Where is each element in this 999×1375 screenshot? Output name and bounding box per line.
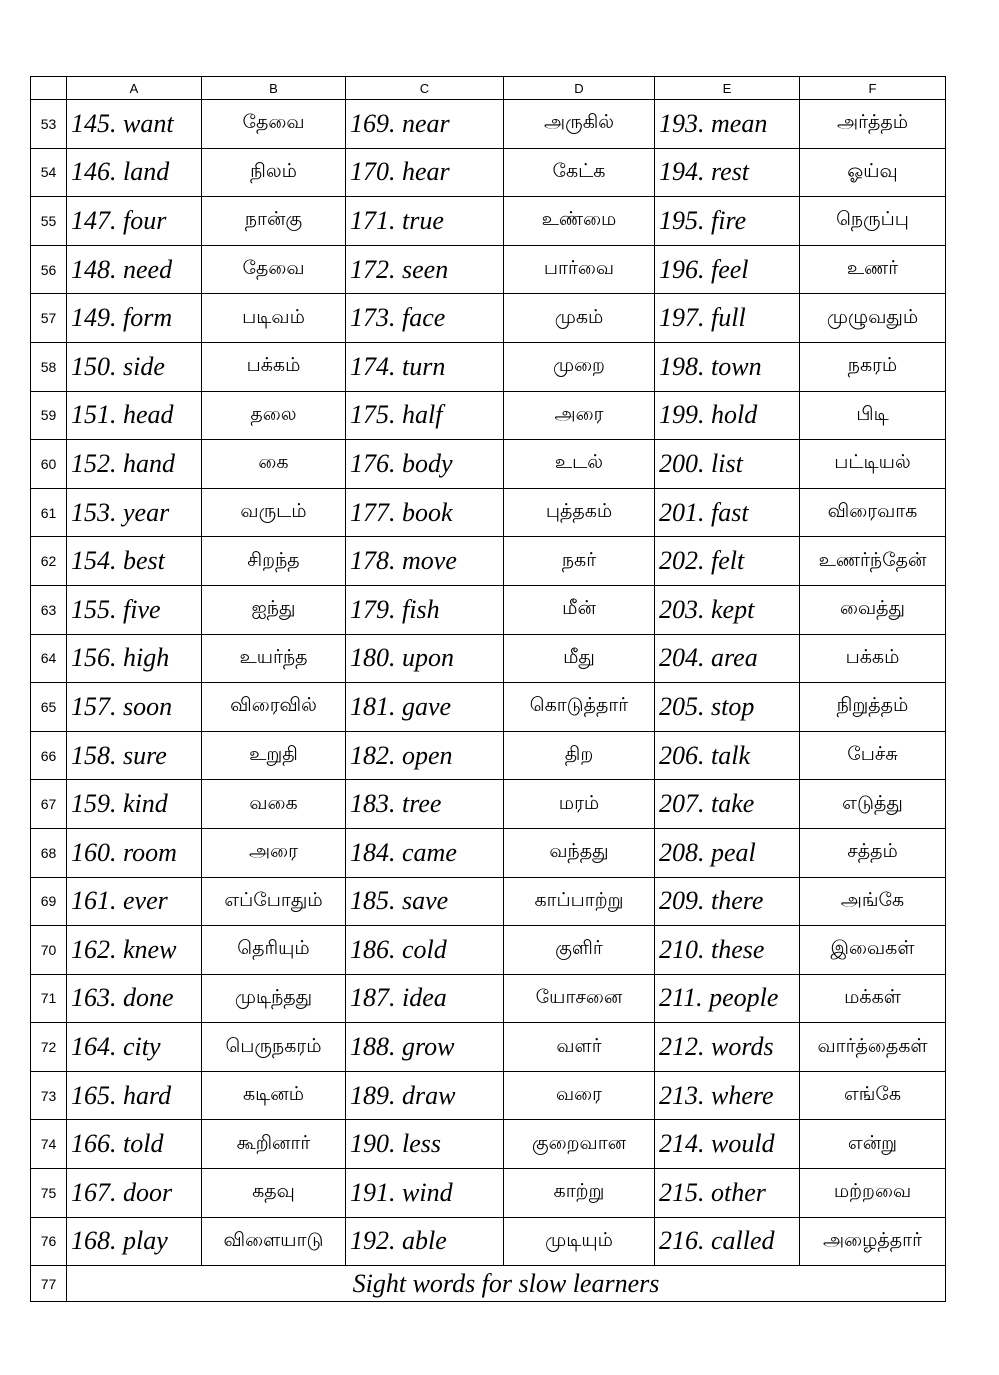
- select-all-corner[interactable]: [31, 77, 67, 100]
- english-word-cell[interactable]: 199. hold: [655, 391, 800, 440]
- footer-row: [31, 1266, 946, 1302]
- english-word-cell[interactable]: 153. year: [67, 488, 202, 537]
- row-number[interactable]: 54: [31, 148, 67, 197]
- table-row: [31, 197, 946, 246]
- table-row: [31, 342, 946, 391]
- english-word-cell[interactable]: 210. these: [655, 926, 800, 975]
- english-word-cell[interactable]: 193. mean: [655, 100, 800, 149]
- column-header-c[interactable]: C: [346, 77, 504, 100]
- english-word-cell[interactable]: 213. where: [655, 1071, 800, 1120]
- row-number[interactable]: 74: [31, 1120, 67, 1169]
- english-word-cell[interactable]: 197. full: [655, 294, 800, 343]
- tamil-word-cell[interactable]: காற்று: [504, 1169, 655, 1218]
- english-word-cell[interactable]: 158. sure: [67, 731, 202, 780]
- english-word-cell[interactable]: 180. upon: [346, 634, 504, 683]
- english-word-cell[interactable]: 207. take: [655, 780, 800, 829]
- english-word-cell[interactable]: 203. kept: [655, 585, 800, 634]
- english-word-cell[interactable]: 188. grow: [346, 1023, 504, 1072]
- tamil-word-cell[interactable]: வரை: [504, 1071, 655, 1120]
- english-word-cell[interactable]: 190. less: [346, 1120, 504, 1169]
- english-word-cell[interactable]: 211. people: [655, 974, 800, 1023]
- table-row: [31, 1169, 946, 1218]
- table-row: [31, 148, 946, 197]
- english-word-cell[interactable]: 154. best: [67, 537, 202, 586]
- column-header-e[interactable]: E: [655, 77, 800, 100]
- english-word-cell[interactable]: 159. kind: [67, 780, 202, 829]
- english-word-cell[interactable]: 212. words: [655, 1023, 800, 1072]
- tamil-word-cell[interactable]: கூறினார்: [202, 1120, 346, 1169]
- english-word-cell[interactable]: 189. draw: [346, 1071, 504, 1120]
- tamil-word-cell[interactable]: வந்தது: [504, 828, 655, 877]
- column-header-b[interactable]: B: [202, 77, 346, 100]
- english-word-cell[interactable]: 165. hard: [67, 1071, 202, 1120]
- english-word-cell[interactable]: 167. door: [67, 1169, 202, 1218]
- english-word-cell[interactable]: 162. knew: [67, 926, 202, 975]
- column-header-a[interactable]: A: [67, 77, 202, 100]
- row-number[interactable]: 72: [31, 1023, 67, 1072]
- row-number[interactable]: 57: [31, 294, 67, 343]
- row-number[interactable]: 60: [31, 440, 67, 489]
- table-row: [31, 1071, 946, 1120]
- english-word-cell[interactable]: 149. form: [67, 294, 202, 343]
- row-number[interactable]: 58: [31, 342, 67, 391]
- tamil-word-cell[interactable]: படிவம்: [202, 294, 346, 343]
- english-word-cell[interactable]: 161. ever: [67, 877, 202, 926]
- english-word-cell[interactable]: 191. wind: [346, 1169, 504, 1218]
- tamil-word-cell[interactable]: அரை: [202, 828, 346, 877]
- english-word-cell[interactable]: 195. fire: [655, 197, 800, 246]
- english-word-cell[interactable]: 175. half: [346, 391, 504, 440]
- tamil-word-cell[interactable]: முகம்: [504, 294, 655, 343]
- english-word-cell[interactable]: 157. soon: [67, 683, 202, 732]
- row-number[interactable]: 61: [31, 488, 67, 537]
- tamil-word-cell[interactable]: காப்பாற்று: [504, 877, 655, 926]
- tamil-word-cell[interactable]: வைத்து: [800, 585, 946, 634]
- english-word-cell[interactable]: 181. gave: [346, 683, 504, 732]
- tamil-word-cell[interactable]: ஓய்வு: [800, 148, 946, 197]
- english-word-cell[interactable]: 168. play: [67, 1217, 202, 1266]
- tamil-word-cell[interactable]: வார்த்தைகள்: [800, 1023, 946, 1072]
- sheet-body: [31, 100, 946, 1302]
- tamil-word-cell[interactable]: நெருப்பு: [800, 197, 946, 246]
- tamil-word-cell[interactable]: முறை: [504, 342, 655, 391]
- row-number[interactable]: 53: [31, 100, 67, 149]
- english-word-cell[interactable]: 160. room: [67, 828, 202, 877]
- tamil-word-cell[interactable]: முழுவதும்: [800, 294, 946, 343]
- english-word-cell[interactable]: 179. fish: [346, 585, 504, 634]
- row-number[interactable]: 77: [31, 1266, 67, 1302]
- table-row: [31, 780, 946, 829]
- tamil-word-cell[interactable]: கை: [202, 440, 346, 489]
- tamil-word-cell[interactable]: பக்கம்: [800, 634, 946, 683]
- row-number[interactable]: 70: [31, 926, 67, 975]
- english-word-cell[interactable]: 152. hand: [67, 440, 202, 489]
- tamil-word-cell[interactable]: யோசனை: [504, 974, 655, 1023]
- english-word-cell[interactable]: 177. book: [346, 488, 504, 537]
- tamil-word-cell[interactable]: நான்கு: [202, 197, 346, 246]
- tamil-word-cell[interactable]: விரைவில்: [202, 683, 346, 732]
- english-word-cell[interactable]: 147. four: [67, 197, 202, 246]
- english-word-cell[interactable]: 184. came: [346, 828, 504, 877]
- table-row: [31, 683, 946, 732]
- table-row: [31, 1217, 946, 1266]
- tamil-word-cell[interactable]: வளர்: [504, 1023, 655, 1072]
- tamil-word-cell[interactable]: ஐந்து: [202, 585, 346, 634]
- english-word-cell[interactable]: 176. body: [346, 440, 504, 489]
- english-word-cell[interactable]: 186. cold: [346, 926, 504, 975]
- row-number[interactable]: 71: [31, 974, 67, 1023]
- tamil-word-cell[interactable]: தலை: [202, 391, 346, 440]
- row-number[interactable]: 64: [31, 634, 67, 683]
- tamil-word-cell[interactable]: மீன்: [504, 585, 655, 634]
- table-row: [31, 391, 946, 440]
- row-number[interactable]: 56: [31, 245, 67, 294]
- english-word-cell[interactable]: 170. hear: [346, 148, 504, 197]
- tamil-word-cell[interactable]: எடுத்து: [800, 780, 946, 829]
- tamil-word-cell[interactable]: என்று: [800, 1120, 946, 1169]
- english-word-cell[interactable]: 209. there: [655, 877, 800, 926]
- tamil-word-cell[interactable]: நிலம்: [202, 148, 346, 197]
- footer-caption[interactable]: Sight words for slow learners: [67, 1266, 946, 1302]
- english-word-cell[interactable]: 187. idea: [346, 974, 504, 1023]
- english-word-cell[interactable]: 215. other: [655, 1169, 800, 1218]
- tamil-word-cell[interactable]: குளிர்: [504, 926, 655, 975]
- tamil-word-cell[interactable]: தேவை: [202, 100, 346, 149]
- english-word-cell[interactable]: 163. done: [67, 974, 202, 1023]
- tamil-word-cell[interactable]: எப்போதும்: [202, 877, 346, 926]
- english-word-cell[interactable]: 206. talk: [655, 731, 800, 780]
- english-word-cell[interactable]: 185. save: [346, 877, 504, 926]
- tamil-word-cell[interactable]: சத்தம்: [800, 828, 946, 877]
- table-row: [31, 100, 946, 149]
- tamil-word-cell[interactable]: பிடி: [800, 391, 946, 440]
- english-word-cell[interactable]: 155. five: [67, 585, 202, 634]
- tamil-word-cell[interactable]: கடினம்: [202, 1071, 346, 1120]
- tamil-word-cell[interactable]: பெருநகரம்: [202, 1023, 346, 1072]
- row-number[interactable]: 66: [31, 731, 67, 780]
- english-word-cell[interactable]: 178. move: [346, 537, 504, 586]
- tamil-word-cell[interactable]: நகர்: [504, 537, 655, 586]
- tamil-word-cell[interactable]: அழைத்தார்: [800, 1217, 946, 1266]
- tamil-word-cell[interactable]: மற்றவை: [800, 1169, 946, 1218]
- row-number[interactable]: 62: [31, 537, 67, 586]
- tamil-word-cell[interactable]: இவைகள்: [800, 926, 946, 975]
- table-row: [31, 585, 946, 634]
- tamil-word-cell[interactable]: விரைவாக: [800, 488, 946, 537]
- row-number[interactable]: 63: [31, 585, 67, 634]
- row-number[interactable]: 55: [31, 197, 67, 246]
- table-row: [31, 1120, 946, 1169]
- row-number[interactable]: 68: [31, 828, 67, 877]
- tamil-word-cell[interactable]: மரம்: [504, 780, 655, 829]
- tamil-word-cell[interactable]: வகை: [202, 780, 346, 829]
- tamil-word-cell[interactable]: முடியும்: [504, 1217, 655, 1266]
- table-row: [31, 1023, 946, 1072]
- english-word-cell[interactable]: 172. seen: [346, 245, 504, 294]
- row-number[interactable]: 75: [31, 1169, 67, 1218]
- tamil-word-cell[interactable]: பக்கம்: [202, 342, 346, 391]
- table-row: [31, 537, 946, 586]
- tamil-word-cell[interactable]: தேவை: [202, 245, 346, 294]
- table-row: [31, 877, 946, 926]
- english-word-cell[interactable]: 148. need: [67, 245, 202, 294]
- tamil-word-cell[interactable]: எங்கே: [800, 1071, 946, 1120]
- tamil-word-cell[interactable]: மீது: [504, 634, 655, 683]
- table-row: [31, 974, 946, 1023]
- english-word-cell[interactable]: 216. called: [655, 1217, 800, 1266]
- table-row: [31, 731, 946, 780]
- tamil-word-cell[interactable]: சிறந்த: [202, 537, 346, 586]
- english-word-cell[interactable]: 196. feel: [655, 245, 800, 294]
- table-row: [31, 634, 946, 683]
- tamil-word-cell[interactable]: வருடம்: [202, 488, 346, 537]
- row-number[interactable]: 59: [31, 391, 67, 440]
- english-word-cell[interactable]: 151. head: [67, 391, 202, 440]
- tamil-word-cell[interactable]: உடல்: [504, 440, 655, 489]
- english-word-cell[interactable]: 173. face: [346, 294, 504, 343]
- tamil-word-cell[interactable]: நிறுத்தம்: [800, 683, 946, 732]
- english-word-cell[interactable]: 202. felt: [655, 537, 800, 586]
- tamil-word-cell[interactable]: முடிந்தது: [202, 974, 346, 1023]
- english-word-cell[interactable]: 146. land: [67, 148, 202, 197]
- table-row: [31, 488, 946, 537]
- english-word-cell[interactable]: 182. open: [346, 731, 504, 780]
- english-word-cell[interactable]: 174. turn: [346, 342, 504, 391]
- english-word-cell[interactable]: 164. city: [67, 1023, 202, 1072]
- english-word-cell[interactable]: 150. side: [67, 342, 202, 391]
- tamil-word-cell[interactable]: உணர்: [800, 245, 946, 294]
- english-word-cell[interactable]: 166. told: [67, 1120, 202, 1169]
- english-word-cell[interactable]: 171. true: [346, 197, 504, 246]
- tamil-word-cell[interactable]: திற: [504, 731, 655, 780]
- tamil-word-cell[interactable]: தெரியும்: [202, 926, 346, 975]
- english-word-cell[interactable]: 183. tree: [346, 780, 504, 829]
- tamil-word-cell[interactable]: அங்கே: [800, 877, 946, 926]
- tamil-word-cell[interactable]: உண்மை: [504, 197, 655, 246]
- row-number[interactable]: 65: [31, 683, 67, 732]
- table-row: [31, 294, 946, 343]
- english-word-cell[interactable]: 205. stop: [655, 683, 800, 732]
- tamil-word-cell[interactable]: மக்கள்: [800, 974, 946, 1023]
- table-row: [31, 926, 946, 975]
- row-number[interactable]: 73: [31, 1071, 67, 1120]
- english-word-cell[interactable]: 200. list: [655, 440, 800, 489]
- tamil-word-cell[interactable]: உணர்ந்தேன்: [800, 537, 946, 586]
- english-word-cell[interactable]: 204. area: [655, 634, 800, 683]
- tamil-word-cell[interactable]: அர்த்தம்: [800, 100, 946, 149]
- tamil-word-cell[interactable]: நகரம்: [800, 342, 946, 391]
- english-word-cell[interactable]: 145. want: [67, 100, 202, 149]
- row-number[interactable]: 67: [31, 780, 67, 829]
- tamil-word-cell[interactable]: பட்டியல்: [800, 440, 946, 489]
- tamil-word-cell[interactable]: பார்வை: [504, 245, 655, 294]
- tamil-word-cell[interactable]: அருகில்: [504, 100, 655, 149]
- table-row: [31, 245, 946, 294]
- english-word-cell[interactable]: 156. high: [67, 634, 202, 683]
- english-word-cell[interactable]: 214. would: [655, 1120, 800, 1169]
- column-header-f[interactable]: F: [800, 77, 946, 100]
- column-header-row: [31, 77, 946, 100]
- english-word-cell[interactable]: 194. rest: [655, 148, 800, 197]
- tamil-word-cell[interactable]: கேட்க: [504, 148, 655, 197]
- row-number[interactable]: 69: [31, 877, 67, 926]
- tamil-word-cell[interactable]: உறுதி: [202, 731, 346, 780]
- column-header-d[interactable]: D: [504, 77, 655, 100]
- english-word-cell[interactable]: 192. able: [346, 1217, 504, 1266]
- tamil-word-cell[interactable]: கொடுத்தார்: [504, 683, 655, 732]
- tamil-word-cell[interactable]: உயர்ந்த: [202, 634, 346, 683]
- tamil-word-cell[interactable]: கதவு: [202, 1169, 346, 1218]
- english-word-cell[interactable]: 201. fast: [655, 488, 800, 537]
- table-row: [31, 828, 946, 877]
- tamil-word-cell[interactable]: அரை: [504, 391, 655, 440]
- table-row: [31, 440, 946, 489]
- english-word-cell[interactable]: 198. town: [655, 342, 800, 391]
- tamil-word-cell[interactable]: புத்தகம்: [504, 488, 655, 537]
- english-word-cell[interactable]: 169. near: [346, 100, 504, 149]
- tamil-word-cell[interactable]: குறைவான: [504, 1120, 655, 1169]
- tamil-word-cell[interactable]: விளையாடு: [202, 1217, 346, 1266]
- row-number[interactable]: 76: [31, 1217, 67, 1266]
- spreadsheet: [30, 76, 946, 1302]
- tamil-word-cell[interactable]: பேச்சு: [800, 731, 946, 780]
- english-word-cell[interactable]: 208. peal: [655, 828, 800, 877]
